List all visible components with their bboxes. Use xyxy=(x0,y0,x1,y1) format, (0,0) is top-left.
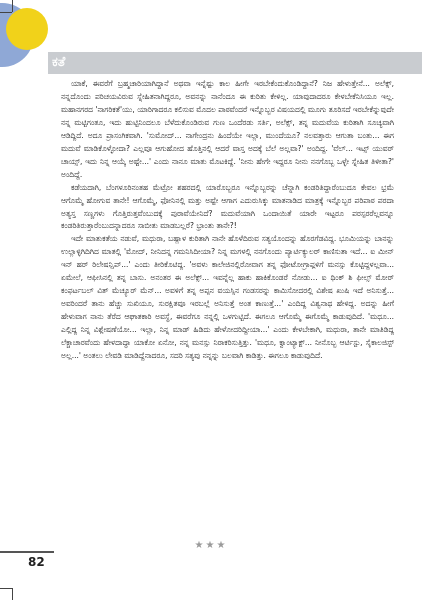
footer-rule xyxy=(0,551,54,553)
crop-mark xyxy=(0,12,12,13)
crop-mark xyxy=(12,0,13,12)
section-header-band xyxy=(48,52,422,74)
section-title: ಕತೆ xyxy=(52,55,66,70)
paragraph: ಇದೇ ಮಾತುಕತೆಯ ನಡುವೆ, ಮಧುರಾ, ಬಹ್ಲಾಳ ಕುರಿತಾಗಿ ನಾನೇ ಹೊಳೆದಿರುವ ಸತ್ಯಯೊಂದನ್ನು ಹೊರಗೆಡವಿದ್ದ. ಭೂಮಿಯನ್ನು ಬಾನನ್ನು ಉಲ್ಲಾಳ್ಳಿಗಿದಿಗಿದ ಮಾತಲ್ಲಿ 'ಮೋದ್, ನೀನಿದನ್ನ ಗಮನಿಸಿದೀಯಾ? ನಿನ್ನ ಮಗಳಲ್ಲಿ ನನಗೊಂದು ಪ್ಯಾರ್ಟಿಕ್ಯುಲರ್ ಕಾಣಿಸುತಾ ಇದೆ... ಐ ಮೀನ್ ಇನ್ ಹರ್ ರಿಲೇಷನ್ಷಿಪ್...' ಎಂದು ತೀರಿಕೊಟಿದ್ದ. 'ಅವಳು ಕಾಲೇಜಿನಲ್ಲಿರೋವಾಗ ತನ್ನ ಫೋಟೋಗ್ರಾಫ್ಗಳಿಗೆ ಮನಸ್ಸು ಕೊಟ್ಟಿದ್ದಳಲ್ಲವಾ... ಏಮೇಲೆ, ಆಫೀಸಿನಲ್ಲಿ ತನ್ನ ಬಾಸು. ಅನಂತರ ಈ ಅಲೆಕ್ಸ್... ಇವನ್ನೆಲ್ಲ ಹಾಕು ಹಾಕಿಕೊಂಡರೆ ನೋಡು... ಐ ಥಿಂಕ್ ಶಿ ಫೀಲ್ಸ್ ಮೋರ್ ಕಂಫರ್ಟಬಲ್ ವಿತ್ ಮೆಚ್ಯೂರ್ ಮೆನ್... ಅವಳಿಗೆ ತನ್ನ ಅಪ್ಪನ ವಯಸ್ಸಿನ ಗಂಡಸರನ್ನು ಕಾಮಿಸೋದರಲ್ಲಿ ವಿಶೇಷ ಖುಷಿ ಇದೆ ಅನಿಸುತ್ತೆ... ಅವರಿಂದರೆ ತಾನು ಹೆಚ್ಚು ಸುಖಿಯೂ, ಸುರಕ್ಷಿತವೂ ಇರಬಲ್ಲೆ ಅನಿಸುತ್ತೆ ಅಂತ ಕಾಣುತ್ತೆ...' ಎಂದಿದ್ದ ವಿಶ್ವನಾಥ ಹೇಳಿದ್ದ. ಅದನ್ನು ಹೀಗೆ ಹೇಳುವಾಗ ನಾನು ತೆರೆದ ಆಘಾತಕಾರಿ ಅವಸ್ಥೆ, ಈವರೆಗೂ ನನ್ನಲ್ಲಿ ಒಳಗುಟ್ಟಿದೆ. ಈಗಲೂ ಆಗೊಮ್ಮೆ ಈಗೊಮ್ಮೆ ಕಾಡುವುದಿದೆ. 'ಮಧೂ... ಎಲ್ಲಿದ್ದ ನಿನ್ನ ವಿಶ್ಲೇಷಣೆಯೋ... ಇಲ್ಲಾ, ನಿನ್ನ ಮಾಡ್ ಹಿಡಿದು ಹೇಳೋದರಿದ್ದೀಯಾ...' ಎಂದು ಕೇಳಬೇಕಾಗಿ, ಮಧುರಾ, ತಾನೇ ಮಾತಿಡಿದ್ದ ಲೆಕ್ಚಾಚಾರವೆಂದು ಹೇಳದಾದ್ಧಾ ಯಾಕೋ ಏನೋ, ನನ್ನ ಮನಸ್ಸು ನಿರಾಕರಿಸುತ್ತಿತ್ತು. 'ಮಧೂ, ಕ್ವಾಂಟ್ಯಾಕ್ಟ್... ನೀನೊಬ್ಬ ಆರ್ಟಿಸ್ಟು, ಸೈಕಾಲಜಿಸ್ಟ್ ಅಲ್ಲ...' ಅಂತಲು ಲೇವಡಿ ಮಾಡಿದ್ದೆನಾದರೂ, ಸದರಿ ಸತ್ಯವು ನನ್ನನ್ನು ಬಲವಾಗಿ ಕಾಡಿತ್ತು. ಈಗಲೂ ಕಾಡುವುದಿದೆ. xyxy=(61,234,394,361)
crop-mark xyxy=(12,588,13,600)
decorative-yellow-circle xyxy=(6,8,48,50)
paragraph: ಕಡೆಯದಾಗಿ, ಬೆಂಗಳೂರಿನಂತಹ ಮೆಟ್ರೋ ಶಹರದಲ್ಲಿ ಯಾರೊಬ್ಬರೂ ಇನ್ನೊಬ್ಬರನ್ನು ಚೆನ್ನಾಗಿ ಕಂಡರಿತಿದ್ದಾರೆಂಬುದೂ ಕೇವಲ ಭ್ರಮೆ ಆಗೊಮ್ಮೆ ಹೋಗುವ ತಾನೇ! ಆಗೊಮ್ಮೆ, ಫೋನಿನಲ್ಲಿ ಮತ್ತು ಅಷ್ಟೇ ಆಗಾಗ ಎದುರುಸಿಕ್ಕು ಮಾತನಾಡಿದ ಮಾತ್ರಕ್ಕೆ ಇನ್ನೊಬ್ಬರ ಪರಿಪಾಠ ಪರದಾ ಅತ್ಯಸ್ತ ಸಣ್ಣಗಳು ಗೊತ್ತಿರುತ್ತವೆಂಬುದಕ್ಕೆ ಪುರಾವೆಯೇನಿದೆ? ಮದುವೆಯಾಗಿ ಒಂದಾಯಿತೆ ಯಾರೇ ಇಟ್ಟರೂ ಪರಸ್ಪರರೆಲ್ಲವನ್ನೂ ಕಂಡರಿತಿರುತ್ತಾರೆಂಬುದನ್ನಾದರೂ ಸಾಬೀತು ಮಾಡಬಲ್ಲರೆ? ಭ್ರಾಂತು ತಾನೇ?! xyxy=(61,182,394,231)
section-separator: ★★★ xyxy=(194,540,228,551)
article-body xyxy=(61,78,394,540)
page-number: 82 xyxy=(28,555,45,569)
paragraph: ಯಾಕೆ, ಈವರೆಗೆ ಬ್ರಹ್ಮಚಾರಿಯಾಗಿದ್ದಾನೆ ಅಥವಾ ಇನ್ನೆಷ್ಟು ಕಾಲ ಹೀಗೇ ಇರಬೇಕೆಂದುಕೊಂಡಿದ್ದಾನೆ? ನಿಜ ಹೇಳುತ್ತೇನೆ... ಅಲೆಕ್ಸ್, ನನ್ನದೊಂದು ಪರಿಚಯವಿರುವ ಸ್ನೇಹಿತನಾಗಿದ್ದರೂ, ಅವನನ್ನು ನಾನೆಂದೂ ಈ ಕುರಿತು ಕೇಳಿಲ್ಲ. ಯಾವುದಾದರೂ ಕೇಳಬೇಕೆನಿಸಿಯೂ ಇಲ್ಲ. ಮಹಾನಗರದ 'ನಾಗರಿಕತೆ'ಯು, ಯಾರಿಗಾದರೂ ಕಲಿಸುವ ಮೊದಲ ಪಾಠವೆಂದರೆ ಇನ್ನೊಬ್ಬರ ವಿಷಯದಲ್ಲಿ ಮೂಗು ತೂರಿಸದೆ ಇರಬೇಕೆನ್ನುವುದೇ ನನ್ನ ಮಟ್ಟಿಗಂತೂ, ಇದು ಹುಟ್ಟಿನಿಂದಲೂ ಬೆಳೆದುಕೊಂಡಿರುವ ಗುಣ ಒಂದೆರಡು ಸರ್ತಿ, ಅಲೆಕ್ಸ್, ತನ್ನ ಮದುವೆಯ ಕುರಿತಾಗಿ ಸೂಚ್ಯವಾಗಿ ಆಡಿದ್ದಿದೆ. ಅದೂ ಪ್ರಾಸಂಗಿಕವಾಗಿ. 'ಸುಮೋದ್... ನಾಗೇಂದ್ರನು ಹಿಂದೆಯೇ ಇಲ್ಲಾ, ಮುಂದೆಯೂ? ನಲವತ್ತಾರು ಆಗುತಾ ಬಂತು... ಈಗ ಮದುವೆ ಮಾಡಿಕೊಳ್ಳೋದಾ? ಎಲ್ಲವೂ ಆಗುಹೋದ ಹೊತ್ತಿನಲ್ಲಿ ಆದರೆ ವಾಸ್ತ ಅದಕ್ಕೆ ಬೆಲೆ ಅಲ್ಲವಾ?' ಅಂದಿದ್ದ. 'ವೆಲ್... ಇಟ್ಸ್ ಯುವರ್ ಚಾಯ್ಸ್, ಇದು ನಿನ್ನ ಆಯ್ಕೆ ಅಷ್ಟೇ...' ಎಂದು ನಾನೂ ಮಾತು ಮೊಟಕಿದ್ದೆ. 'ನೀನು ಹೇಗೇ ಇದ್ದರೂ ನೀನು ನನಗೊಬ್ಬ ಒಳ್ಳೇ ಸ್ನೇಹಿತ ತಿಳೀತಾ?' ಅಂದಿದ್ದೆ. xyxy=(61,79,394,179)
crop-mark xyxy=(0,588,12,589)
